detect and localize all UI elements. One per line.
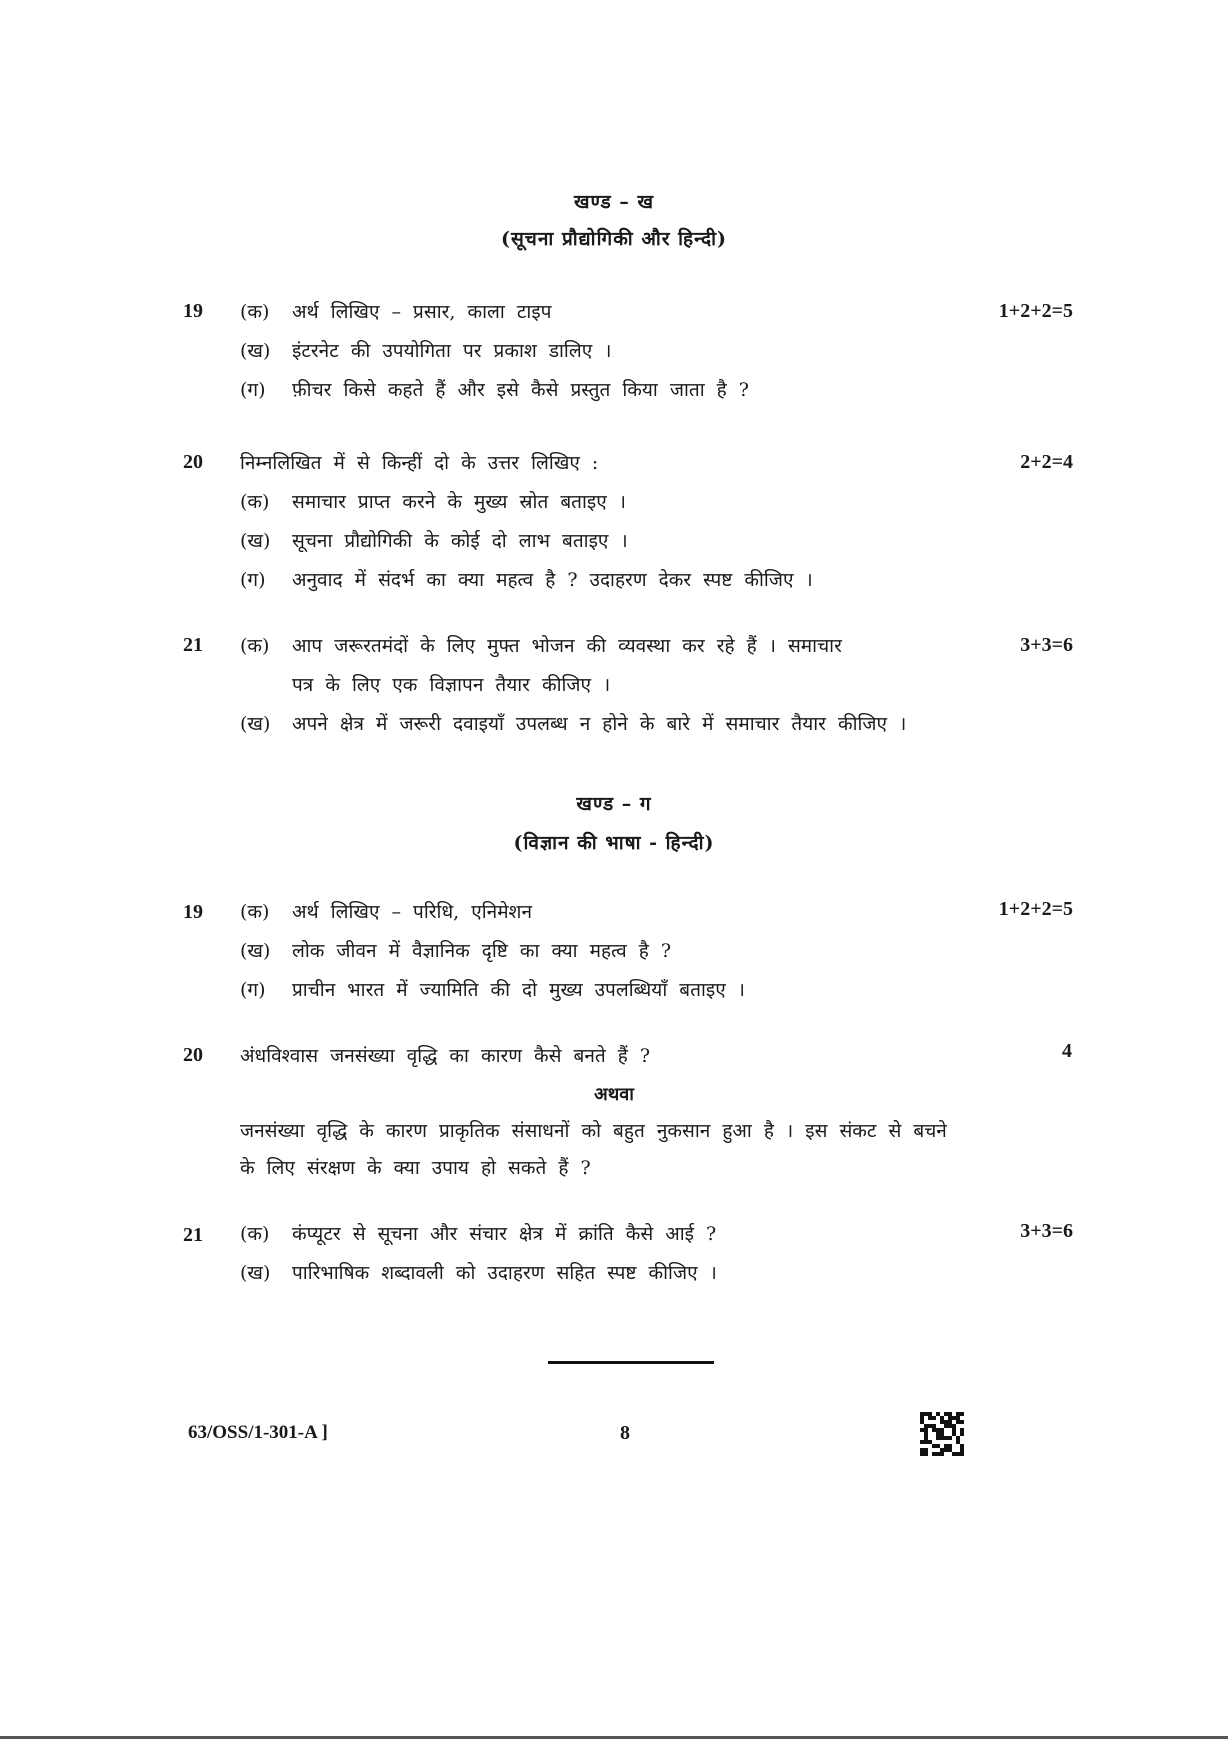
question-part: (ख) लोक जीवन में वैज्ञानिक दृष्टि का क्या महत्व है ? [240, 940, 672, 962]
question-alt-line: के लिए संरक्षण के क्या उपाय हो सकते हैं ? [240, 1157, 591, 1179]
question-marks: 1+2+2=5 [998, 300, 1073, 322]
question-number: 19 [183, 300, 203, 322]
question-part: (क) समाचार प्राप्त करने के मुख्य स्रोत बताइए । [240, 491, 626, 513]
question-part: (क) अर्थ लिखिए – प्रसार, काला टाइप [240, 301, 552, 323]
end-rule [548, 1361, 714, 1364]
page-number: 8 [620, 1422, 630, 1444]
or-label: अथवा [594, 1084, 634, 1105]
question-part: (ख) इंटरनेट की उपयोगिता पर प्रकाश डालिए । [240, 340, 612, 362]
question-part: पत्र के लिए एक विज्ञापन तैयार कीजिए । [292, 674, 611, 696]
section-b-title: खण्ड – ख [573, 191, 654, 213]
section-c-subtitle: (विज्ञान की भाषा - हिन्दी) [513, 832, 715, 854]
question-marks: 2+2=4 [1020, 451, 1073, 473]
question-number: 21 [183, 1224, 203, 1246]
question-part: (क) कंप्यूटर से सूचना और संचार क्षेत्र में क्रांति कैसे आई ? [240, 1223, 717, 1245]
question-marks: 1+2+2=5 [998, 898, 1073, 920]
question-part: (ख) अपने क्षेत्र में जरूरी दवाइयाँ उपलब्ध न होने के बारे में समाचार तैयार कीजिए । [240, 713, 907, 735]
question-part: (ग) फ़ीचर किसे कहते हैं और इसे कैसे प्रस्तुत किया जाता है ? [240, 379, 749, 401]
question-part: (ख) पारिभाषिक शब्दावली को उदाहरण सहित स्पष्ट कीजिए । [240, 1262, 717, 1284]
question-alt-line: जनसंख्या वृद्धि के कारण प्राकृतिक संसाधनों को बहुत नुकसान हुआ है । इस संकट से बचने [240, 1120, 947, 1142]
question-number: 20 [183, 451, 203, 473]
question-part: (ग) अनुवाद में संदर्भ का क्या महत्व है ? उदाहरण देकर स्पष्ट कीजिए । [240, 569, 813, 591]
section-b-subtitle: (सूचना प्रौद्योगिकी और हिन्दी) [500, 228, 728, 250]
question-number: 19 [183, 901, 203, 923]
paper-code: 63/OSS/1-301-A ] [188, 1422, 328, 1443]
question-part: (ग) प्राचीन भारत में ज्यामिति की दो मुख्य उपलब्धियाँ बताइए । [240, 979, 745, 1001]
question-intro: अंधविश्वास जनसंख्या वृद्धि का कारण कैसे बनते हैं ? [240, 1045, 651, 1067]
question-part: (क) अर्थ लिखिए – परिधि, एनिमेशन [240, 901, 533, 923]
question-part: (क) आप जरूरतमंदों के लिए मुफ्त भोजन की व्यवस्था कर रहे हैं । समाचार [240, 635, 842, 657]
qr-code-icon [920, 1412, 964, 1456]
question-number: 21 [183, 634, 203, 656]
question-marks: 3+3=6 [1020, 1220, 1073, 1242]
question-marks: 3+3=6 [1020, 634, 1073, 656]
scan-edge-line [0, 1736, 1228, 1739]
question-marks: 4 [1062, 1040, 1072, 1062]
question-number: 20 [183, 1044, 203, 1066]
question-part: (ख) सूचना प्रौद्योगिकी के कोई दो लाभ बताइए । [240, 530, 628, 552]
question-intro: निम्नलिखित में से किन्हीं दो के उत्तर लिखिए : [240, 452, 599, 474]
section-c-title: खण्ड – ग [576, 793, 652, 815]
